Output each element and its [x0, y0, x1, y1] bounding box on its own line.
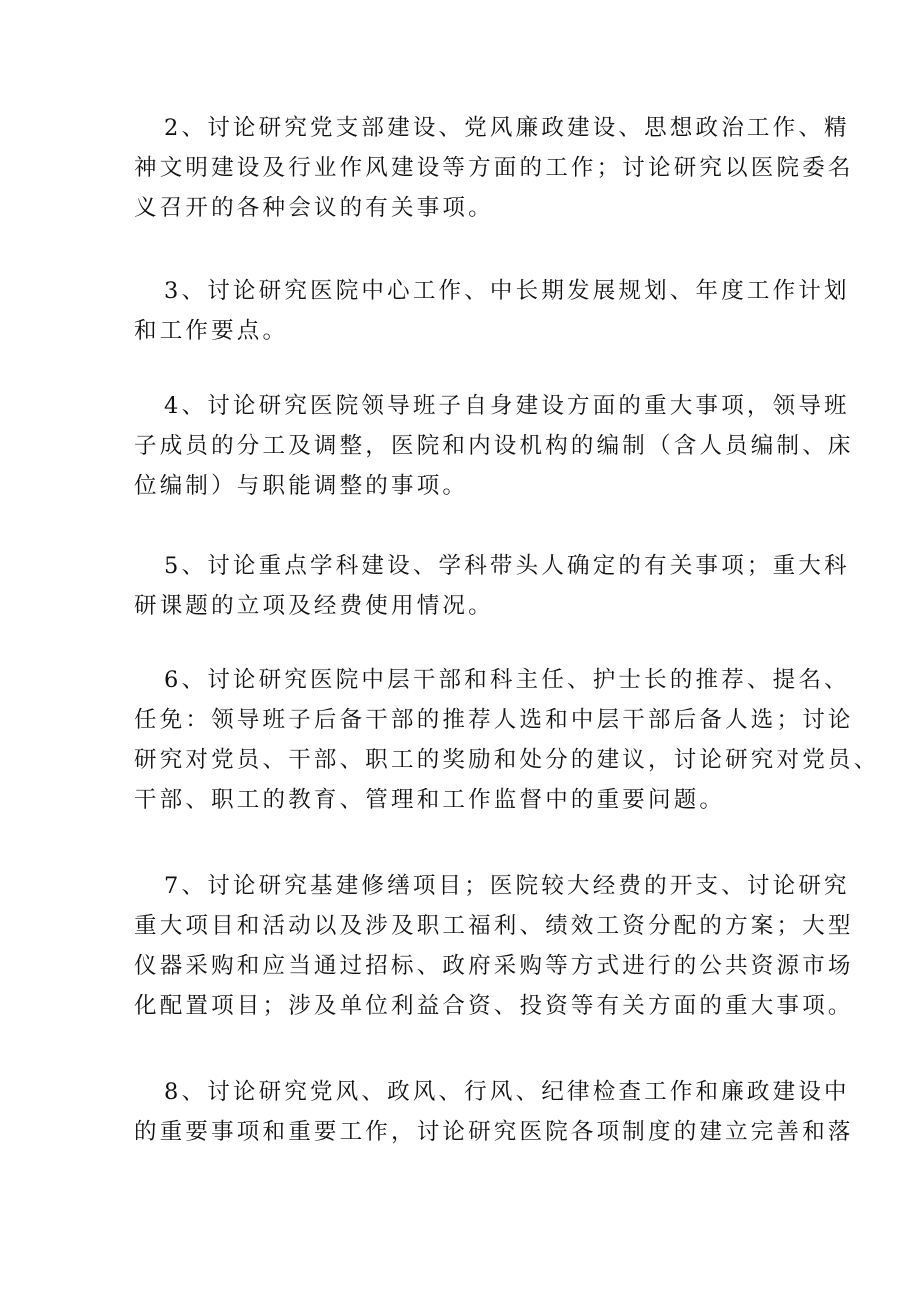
text-line: 研究对党员、干部、职工的奖励和处分的建议，讨论研究对党员、 [134, 747, 880, 773]
text-line: 6、讨论研究医院中层干部和科主任、护士长的推荐、提名、 [164, 667, 850, 693]
text-line: 位编制）与职能调整的事项。 [134, 473, 469, 499]
paragraph-item-4 [134, 386, 854, 506]
text-line: 的重要事项和重要工作，讨论研究医院各项制度的建立完善和落 [134, 1119, 854, 1145]
text-line: 任免：领导班子后备干部的推荐人选和中层干部后备人选；讨论 [134, 707, 854, 733]
text-line: 8、讨论研究党风、政风、行风、纪律检查工作和廉政建设中 [164, 1079, 850, 1105]
text-line: 义召开的各种会议的有关事项。 [134, 195, 494, 221]
text-line: 仪器采购和应当通过招标、政府采购等方式进行的公共资源市场 [134, 953, 854, 979]
paragraph-item-2 [134, 108, 854, 228]
text-line: 子成员的分工及调整，医院和内设机构的编制（含人员编制、床 [134, 433, 854, 459]
text-line: 干部、职工的教育、管理和工作监督中的重要问题。 [134, 787, 726, 813]
text-line: 神文明建设及行业作风建设等方面的工作；讨论研究以医院委名 [134, 155, 854, 181]
paragraph-item-3 [134, 271, 850, 351]
paragraph-item-5 [134, 546, 850, 626]
paragraph-item-8 [134, 1072, 854, 1152]
text-line: 4、讨论研究医院领导班子自身建设方面的重大事项，领导班 [164, 393, 850, 419]
text-line: 重大项目和活动以及涉及职工福利、绩效工资分配的方案；大型 [134, 913, 854, 939]
text-line: 化配置项目；涉及单位利益合资、投资等有关方面的重大事项。 [134, 993, 854, 1019]
text-line: 7、讨论研究基建修缮项目；医院较大经费的开支、讨论研究 [164, 873, 850, 899]
text-line: 研课题的立项及经费使用情况。 [134, 593, 494, 619]
paragraph-item-7 [134, 866, 854, 1026]
text-line: 和工作要点。 [134, 318, 289, 344]
paragraph-item-6 [134, 660, 880, 820]
text-line: 3、讨论研究医院中心工作、中长期发展规划、年度工作计划 [164, 278, 850, 304]
text-line: 2、讨论研究党支部建设、党风廉政建设、思想政治工作、精 [164, 115, 850, 141]
text-line: 5、讨论重点学科建设、学科带头人确定的有关事项；重大科 [164, 553, 850, 579]
